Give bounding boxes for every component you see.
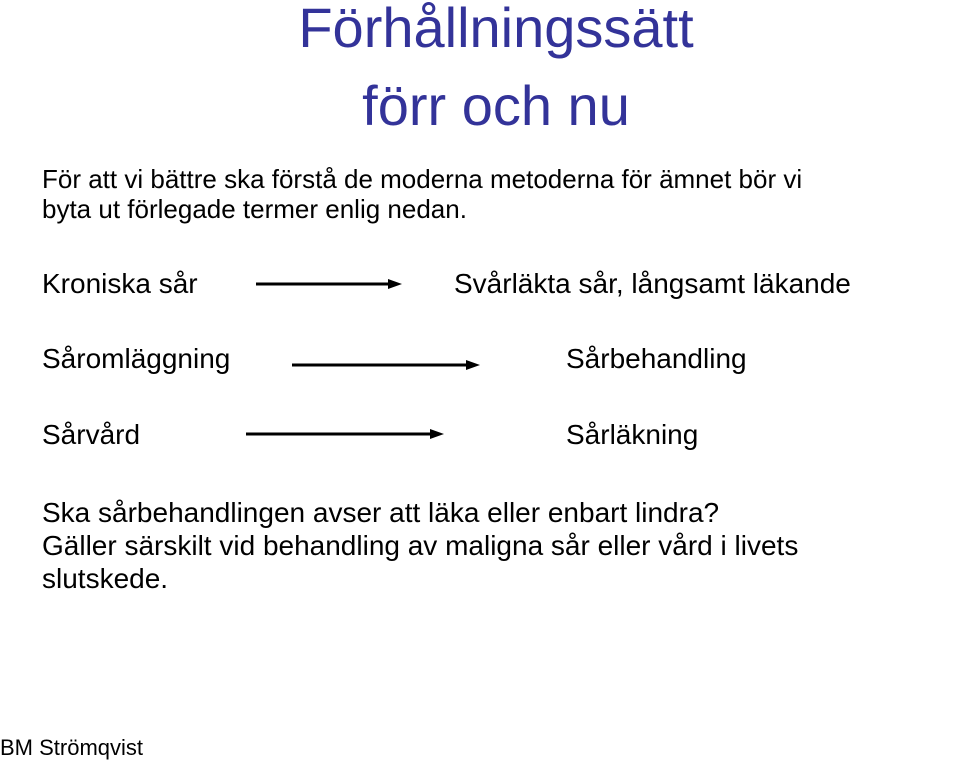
old-term-wound-dressing: Såromläggning bbox=[42, 343, 231, 374]
intro-line: byta ut förlegade termer enlig nedan. bbox=[42, 194, 467, 224]
slide-title-line-2: förr och nu bbox=[362, 74, 630, 137]
intro-paragraph bbox=[42, 164, 942, 224]
question-line: Ska sårbehandlingen avser att läka eller enbart lindra? bbox=[42, 497, 720, 528]
new-term-hard-to-heal-wounds: Svårläkta sår, långsamt läkande bbox=[454, 268, 851, 299]
right-arrow-icon bbox=[246, 427, 444, 441]
question-line: Gäller särskilt vid behandling av maligna sår eller vård i livets bbox=[42, 530, 799, 561]
new-term-wound-treatment: Sårbehandling bbox=[566, 343, 747, 374]
intro-line: För att vi bättre ska förstå de moderna metoderna för ämnet bör vi bbox=[42, 164, 803, 194]
right-arrow-icon bbox=[292, 358, 480, 372]
footer-author: BM Strömqvist bbox=[0, 735, 144, 760]
new-term-wound-healing: Sårläkning bbox=[566, 419, 699, 450]
question-paragraph bbox=[42, 496, 942, 595]
old-term-chronic-wounds: Kroniska sår bbox=[42, 268, 198, 299]
right-arrow-icon bbox=[256, 277, 402, 291]
question-line: slutskede. bbox=[42, 563, 169, 594]
slide-title-line-1: Förhållningssätt bbox=[298, 0, 694, 59]
old-term-wound-care: Sårvård bbox=[42, 419, 141, 450]
